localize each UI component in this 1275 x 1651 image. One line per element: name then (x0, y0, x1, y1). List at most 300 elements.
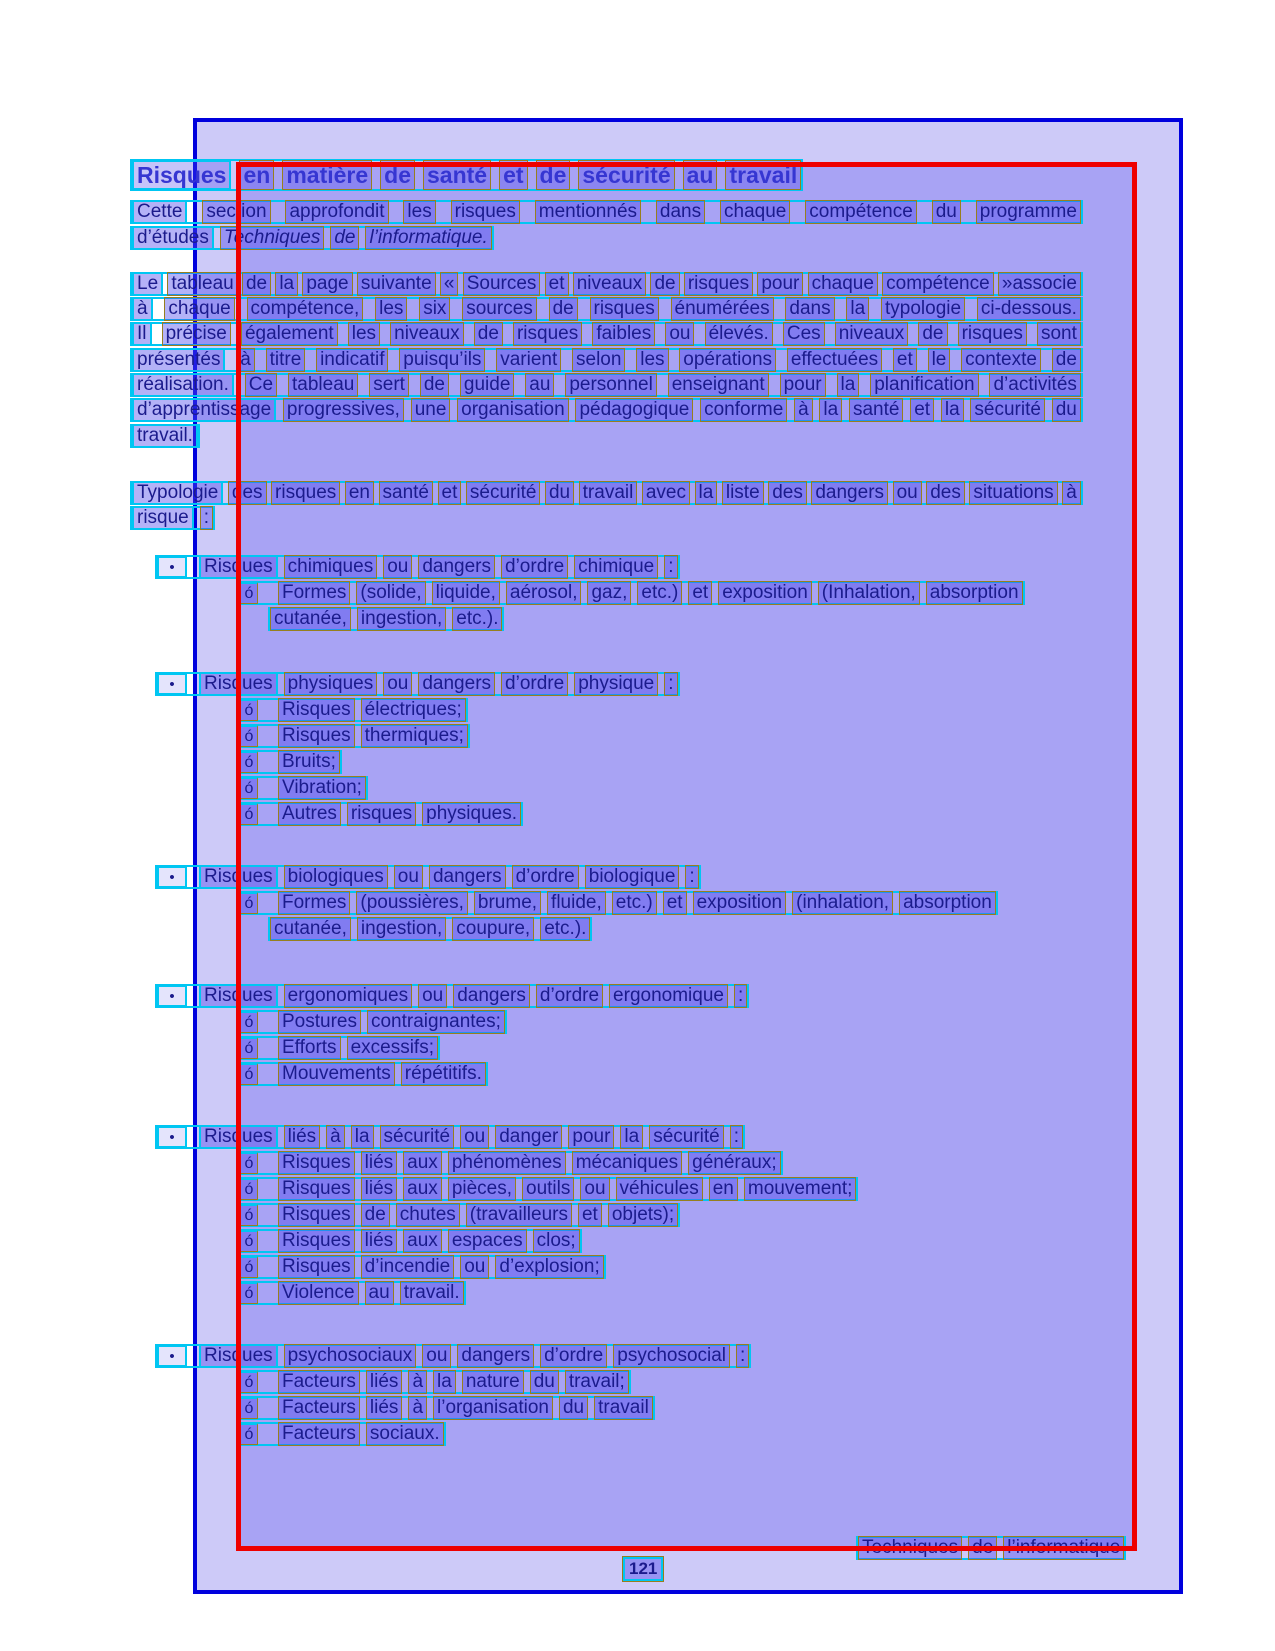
word-box: d’ordre (501, 555, 568, 579)
word-box: Risques (278, 1177, 355, 1201)
text-line (130, 322, 1083, 346)
word-box: Postures (278, 1010, 361, 1034)
sub-bullet-icon: ó (240, 1178, 258, 1200)
word-box: niveaux (390, 322, 464, 346)
sub-bullet-icon: ó (240, 1397, 258, 1419)
word-box: varient (496, 348, 561, 372)
word-box: à (132, 297, 153, 321)
word-box: la (819, 398, 842, 422)
word-box: des (228, 481, 267, 505)
word-box: titre (266, 348, 306, 372)
word-box: ergonomiques (284, 984, 412, 1008)
word-box: aux (403, 1151, 442, 1175)
word-box: répétitifs. (401, 1062, 486, 1086)
word-box: la (941, 398, 964, 422)
word-box: niveaux (573, 272, 647, 296)
word-box: fluide, (547, 891, 606, 915)
sub-bullet-line (238, 1370, 631, 1394)
word-box: Risques (278, 1151, 355, 1175)
word-box: sécurité (578, 160, 674, 190)
word-box: Risques (199, 1125, 278, 1149)
bullet-line (155, 1344, 751, 1368)
word-box: du (1052, 398, 1081, 422)
word-box: chaque (164, 297, 234, 321)
word-box: et (893, 348, 917, 372)
word-box: ou (665, 322, 694, 346)
word-box: Ces (783, 322, 825, 346)
word-box: Violence (278, 1281, 359, 1305)
bullet-dot-icon: • (157, 1345, 187, 1367)
text-line (130, 226, 494, 250)
word-box: page (302, 272, 352, 296)
word-box: liquide, (432, 581, 500, 605)
sub-bullet-line (238, 698, 468, 722)
word-box: six (419, 297, 450, 321)
word-box: d’ordre (536, 984, 603, 1008)
sub-bullet-line (238, 1396, 655, 1420)
word-box: risques (958, 322, 1027, 346)
word-box: aux (403, 1177, 442, 1201)
word-box: risques (590, 297, 659, 321)
word-box: les (403, 200, 435, 224)
word-box: Le (132, 272, 163, 296)
word-box: compétence (805, 200, 917, 224)
bullet-dot-icon: • (157, 673, 187, 695)
word-box: risques (684, 272, 753, 296)
word-box: niveaux (835, 322, 909, 346)
word-box: élevés. (705, 322, 773, 346)
word-box: outils (522, 1177, 574, 1201)
word-box: chutes (396, 1203, 460, 1227)
sub-bullet-line (238, 724, 470, 748)
word-box: la (846, 297, 869, 321)
word-box: chaque (720, 200, 790, 224)
word-box: approfondit (285, 200, 388, 224)
word-box: énumérées (671, 297, 774, 321)
word-box: : (664, 672, 677, 696)
word-box: cutanée, (270, 917, 351, 941)
word-box: dangers (453, 984, 530, 1008)
word-box: mécaniques (572, 1151, 682, 1175)
word-box: (solide, (356, 581, 425, 605)
word-box: ou (580, 1177, 609, 1201)
word-box: la (275, 272, 298, 296)
sub-bullet-line (238, 776, 368, 800)
word-box: ou (383, 555, 412, 579)
sub-bullet-icon: ó (240, 803, 258, 825)
word-box: d’ordre (501, 672, 568, 696)
word-box: de (474, 322, 503, 346)
word-box: la (695, 481, 718, 505)
word-box: et (499, 160, 527, 190)
word-box: Facteurs (278, 1370, 360, 1394)
word-box: électriques; (361, 698, 466, 722)
word-box: en (239, 160, 274, 190)
sub-bullet-continuation-line (268, 917, 592, 941)
word-box: risques (271, 481, 340, 505)
word-box: dans (656, 200, 705, 224)
word-box: l’organisation (433, 1396, 553, 1420)
word-box: à (408, 1370, 427, 1394)
word-box: travail (594, 1396, 653, 1420)
word-box: précise (162, 322, 231, 346)
word-box: sources (462, 297, 537, 321)
word-box: de (918, 322, 947, 346)
text-line (130, 272, 1083, 296)
sub-bullet-line (238, 1255, 606, 1279)
word-box: la (433, 1370, 456, 1394)
word-box: clos; (533, 1229, 580, 1253)
word-box: effectuées (787, 348, 882, 372)
word-box: l’informatique (1003, 1536, 1124, 1560)
word-box: pédagogique (575, 398, 693, 422)
word-box: : (734, 984, 747, 1008)
word-box: Mouvements (278, 1062, 395, 1086)
word-box: de (242, 272, 271, 296)
page-number: 121 (622, 1556, 664, 1582)
word-box: Formes (278, 581, 350, 605)
bullet-dot-icon: • (157, 556, 187, 578)
word-box: selon (572, 348, 625, 372)
sub-bullet-line (238, 1229, 582, 1253)
word-box: en (345, 481, 374, 505)
word-box: présentés (132, 348, 225, 372)
word-box: du (559, 1396, 588, 1420)
sub-bullet-icon: ó (240, 777, 258, 799)
word-box: et (663, 891, 687, 915)
word-box: risque (132, 506, 194, 530)
word-box: pour (757, 272, 803, 296)
word-box: thermiques; (361, 724, 468, 748)
word-box: ergonomique (609, 984, 728, 1008)
word-box: travail. (132, 424, 198, 448)
bullet-line (155, 672, 680, 696)
word-box: ou (893, 481, 922, 505)
word-box: physiques (284, 672, 378, 696)
word-box: santé (849, 398, 903, 422)
word-box: puisqu’ils (399, 348, 485, 372)
word-box: d’ordre (540, 1344, 607, 1368)
word-box: à (326, 1125, 345, 1149)
word-box: travail (579, 481, 638, 505)
word-box: réalisation. (132, 373, 234, 397)
word-box: et (545, 272, 569, 296)
word-box: programme (976, 200, 1081, 224)
word-box: à (1062, 481, 1081, 505)
word-box: dangers (429, 865, 506, 889)
word-box: le (928, 348, 951, 372)
word-box: de (361, 1203, 390, 1227)
word-box: sécurité (970, 398, 1045, 422)
word-box: dangers (418, 672, 495, 696)
word-box: dans (785, 297, 834, 321)
word-box: (poussières, (356, 891, 468, 915)
word-box: ou (422, 1344, 451, 1368)
word-box: « (440, 272, 459, 296)
word-box: faibles (592, 322, 655, 346)
word-box: physique (574, 672, 658, 696)
word-box: pour (568, 1125, 614, 1149)
word-box: exposition (718, 581, 812, 605)
sub-bullet-line (238, 1010, 507, 1034)
word-box: généraux; (688, 1151, 781, 1175)
word-box: Techniques (858, 1536, 962, 1560)
word-box: brume, (474, 891, 541, 915)
word-box: risques (513, 322, 582, 346)
bullet-line (155, 555, 680, 579)
sub-bullet-line (238, 802, 523, 826)
sub-bullet-line (238, 1422, 446, 1446)
sub-bullet-icon: ó (240, 699, 258, 721)
word-box: biologique (585, 865, 680, 889)
word-box: santé (379, 481, 433, 505)
sub-bullet-icon: ó (240, 751, 258, 773)
word-box: chimique (574, 555, 658, 579)
word-box: typologie (881, 297, 965, 321)
word-box: ou (418, 984, 447, 1008)
word-box: organisation (457, 398, 569, 422)
word-box: sécurité (649, 1125, 724, 1149)
word-box: pour (780, 373, 826, 397)
word-box: : (664, 555, 677, 579)
word-box: ou (394, 865, 423, 889)
word-box: d’explosion; (495, 1255, 603, 1279)
sub-bullet-icon: ó (240, 725, 258, 747)
text-line (130, 200, 1083, 224)
word-box: d’activités (989, 373, 1080, 397)
word-box: du (530, 1370, 559, 1394)
word-box: et (578, 1203, 602, 1227)
sub-bullet-icon: ó (240, 892, 258, 914)
word-box: conforme (700, 398, 787, 422)
word-box: exposition (693, 891, 787, 915)
word-box: etc.) (612, 891, 657, 915)
word-box: chimiques (284, 555, 378, 579)
word-box: d’incendie (361, 1255, 455, 1279)
sub-bullet-icon: ó (240, 1204, 258, 1226)
word-box: (inhalation, (792, 891, 893, 915)
word-box: Risques (278, 1203, 355, 1227)
sub-bullet-line (238, 1281, 466, 1305)
word-box: matière (282, 160, 372, 190)
word-box: et (688, 581, 712, 605)
word-box: du (932, 200, 961, 224)
word-box: de (536, 160, 571, 190)
word-box: à (236, 348, 255, 372)
text-line (130, 506, 215, 530)
footer-line (856, 1536, 1126, 1560)
word-box: tableau (167, 272, 237, 296)
sub-bullet-icon: ó (240, 1152, 258, 1174)
word-box: également (241, 322, 338, 346)
word-box: Il (132, 322, 152, 346)
word-box: danger (495, 1125, 562, 1149)
word-box: les (636, 348, 668, 372)
word-box: de (420, 373, 449, 397)
word-box: et (910, 398, 934, 422)
word-box: etc.). (452, 607, 502, 631)
word-box: Risques (132, 160, 231, 190)
word-box: ci-dessous. (977, 297, 1081, 321)
word-box: liés (284, 1125, 321, 1149)
text-line (130, 373, 1083, 397)
sub-bullet-icon: ó (240, 1256, 258, 1278)
word-box: Cette (132, 200, 187, 224)
word-box: psychosocial (613, 1344, 730, 1368)
word-box: avec (642, 481, 690, 505)
word-box: : (685, 865, 698, 889)
word-box: objets); (608, 1203, 678, 1227)
sub-bullet-icon: ó (240, 1011, 258, 1033)
sub-bullet-icon: ó (240, 1423, 258, 1445)
word-box: nature (462, 1370, 524, 1394)
word-box: Risques (278, 724, 355, 748)
bullet-dot-icon: • (157, 866, 187, 888)
word-box: Risques (278, 698, 355, 722)
word-box: guide (460, 373, 515, 397)
word-box: de (330, 226, 359, 250)
text-line (130, 424, 200, 448)
word-box: »associe (998, 272, 1081, 296)
word-box: l’informatique. (365, 226, 491, 250)
word-box: Facteurs (278, 1396, 360, 1420)
word-box: mouvement; (744, 1177, 857, 1201)
sub-bullet-icon: ó (240, 582, 258, 604)
word-box: : (200, 506, 213, 530)
word-box: : (730, 1125, 743, 1149)
word-box: Facteurs (278, 1422, 360, 1446)
word-box: sert (369, 373, 409, 397)
word-box: la (620, 1125, 643, 1149)
word-box: liés (366, 1396, 403, 1420)
word-box: Risques (199, 555, 278, 579)
sub-bullet-line (238, 891, 998, 915)
word-box: espaces (448, 1229, 527, 1253)
word-box: Efforts (278, 1036, 341, 1060)
word-box: sécurité (466, 481, 541, 505)
text-line (130, 398, 1083, 422)
word-box: aux (403, 1229, 442, 1253)
word-box: mentionnés (535, 200, 641, 224)
text-line (130, 348, 1083, 372)
word-box: etc.) (637, 581, 682, 605)
sub-bullet-line (238, 1036, 440, 1060)
sub-bullet-icon: ó (240, 1282, 258, 1304)
word-box: personnel (565, 373, 656, 397)
sub-bullet-line (238, 750, 342, 774)
word-box: excessifs; (347, 1036, 438, 1060)
sub-bullet-icon: ó (240, 1371, 258, 1393)
word-box: etc.). (540, 917, 590, 941)
word-box: suivante (357, 272, 436, 296)
word-box: Risques (199, 865, 278, 889)
word-box: contraignantes; (367, 1010, 505, 1034)
word-box: Risques (199, 984, 278, 1008)
word-box: sociaux. (366, 1422, 444, 1446)
word-box: de (1052, 348, 1081, 372)
word-box: coupure, (452, 917, 534, 941)
word-box: physiques. (422, 802, 521, 826)
bullet-line (155, 865, 701, 889)
bullet-line (155, 1125, 745, 1149)
word-box: travail; (565, 1370, 629, 1394)
sub-bullet-icon: ó (240, 1230, 258, 1252)
word-box: Risques (278, 1255, 355, 1279)
word-box: la (837, 373, 860, 397)
word-box: Sources (463, 272, 541, 296)
word-box: liés (361, 1151, 398, 1175)
word-box: dangers (811, 481, 888, 505)
word-box: absorption (899, 891, 996, 915)
sub-bullet-line (238, 1151, 783, 1175)
word-box: planification (870, 373, 978, 397)
word-box: santé (423, 160, 491, 190)
word-box: des (768, 481, 807, 505)
word-box: pièces, (448, 1177, 516, 1201)
word-box: gaz, (587, 581, 631, 605)
word-box: travail. (400, 1281, 464, 1305)
word-box: la (351, 1125, 374, 1149)
word-box: chaque (808, 272, 878, 296)
word-box: compétence (882, 272, 994, 296)
word-box: ou (460, 1125, 489, 1149)
word-box: et (438, 481, 462, 505)
word-box: des (926, 481, 965, 505)
word-box: une (411, 398, 451, 422)
text-line (130, 297, 1083, 321)
word-box: : (736, 1344, 749, 1368)
word-box: Formes (278, 891, 350, 915)
word-box: Risques (199, 1344, 278, 1368)
word-box: tableau (288, 373, 358, 397)
word-box: Bruits; (278, 750, 340, 774)
word-box: à (408, 1396, 427, 1420)
word-box: liés (361, 1177, 398, 1201)
word-box: Vibration; (278, 776, 366, 800)
word-box: absorption (926, 581, 1023, 605)
word-box: opérations (679, 348, 776, 372)
text-line (130, 481, 1083, 505)
sub-bullet-continuation-line (268, 607, 504, 631)
word-box: compétence, (247, 297, 364, 321)
word-box: Ce (245, 373, 277, 397)
sub-bullet-icon: ó (240, 1063, 258, 1085)
word-box: liste (722, 481, 764, 505)
word-box: en (709, 1177, 738, 1201)
word-box: cutanée, (270, 607, 351, 631)
word-box: (Inhalation, (818, 581, 920, 605)
word-box: Techniques (220, 226, 324, 250)
word-box: au (365, 1281, 394, 1305)
word-box: sont (1037, 322, 1081, 346)
word-box: d’études (132, 226, 214, 250)
sub-bullet-icon: ó (240, 1037, 258, 1059)
word-box: risques (347, 802, 416, 826)
word-box: dangers (457, 1344, 534, 1368)
word-box: sécurité (380, 1125, 455, 1149)
word-box: liés (361, 1229, 398, 1253)
word-box: travail (725, 160, 801, 190)
bullet-dot-icon: • (157, 1126, 187, 1148)
word-box: d’ordre (512, 865, 579, 889)
word-box: situations (969, 481, 1057, 505)
page-title-line (130, 159, 803, 191)
word-box: les (348, 322, 380, 346)
sub-bullet-line (238, 581, 1025, 605)
word-box: indicatif (316, 348, 388, 372)
bullet-line (155, 984, 749, 1008)
word-box: ou (460, 1255, 489, 1279)
